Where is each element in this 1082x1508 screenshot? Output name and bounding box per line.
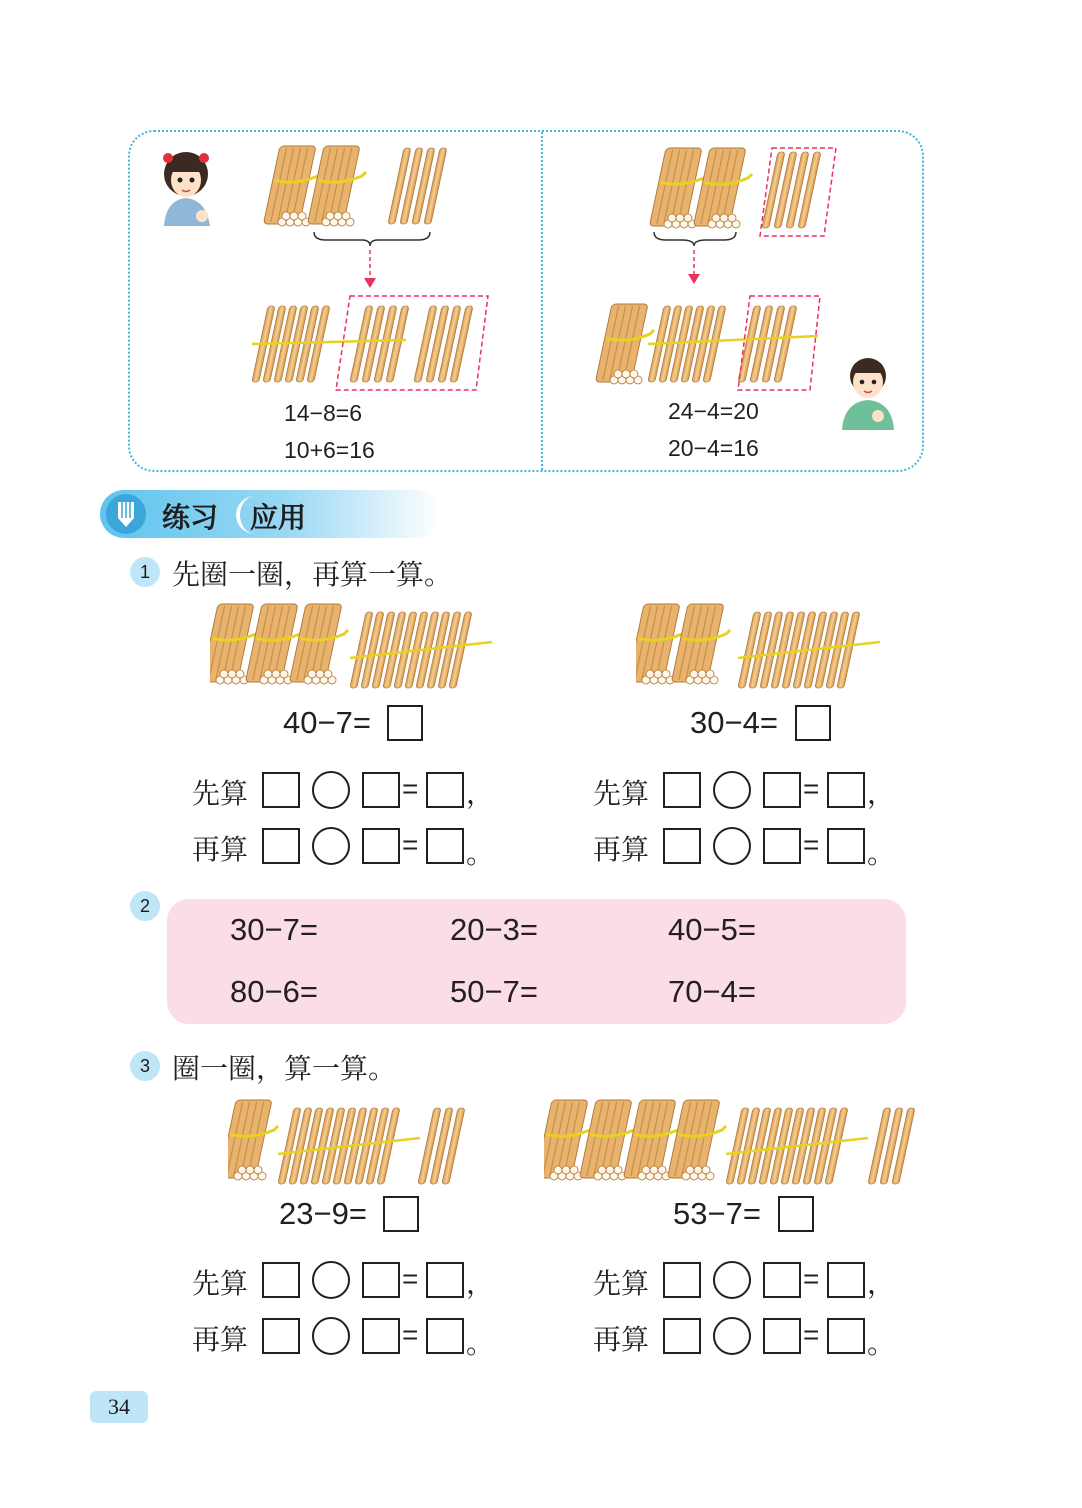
q2-item-2: 20−3= bbox=[450, 912, 538, 947]
q3-left-first-box-a[interactable] bbox=[262, 1262, 300, 1298]
q2-item-4: 80−6= bbox=[230, 974, 318, 1009]
q3-right-then-equals: = bbox=[803, 1319, 820, 1350]
q3-left-first-result[interactable] bbox=[426, 1262, 464, 1298]
q3-right-then-box-b[interactable] bbox=[763, 1318, 801, 1354]
q3-right-answer-box[interactable] bbox=[778, 1196, 814, 1232]
boy-icon bbox=[842, 358, 894, 430]
q1-left-equation: 40−7= bbox=[283, 705, 371, 740]
q3-left-first-comma: ， bbox=[466, 1267, 495, 1300]
page-number: 34 bbox=[90, 1391, 148, 1423]
q1-right-sticks bbox=[636, 600, 906, 692]
q1-left-first-box-a[interactable] bbox=[262, 772, 300, 808]
q3-right-then-result[interactable] bbox=[827, 1318, 865, 1354]
q1-right-first-box-a[interactable] bbox=[663, 772, 701, 808]
example-right-eq2: 20−4=16 bbox=[668, 435, 759, 461]
girl-icon bbox=[163, 152, 210, 226]
q1-left-answer-box[interactable] bbox=[387, 705, 423, 741]
q1-right-then-label: 再算 bbox=[593, 833, 650, 866]
q3-right-first-equals: = bbox=[803, 1263, 820, 1294]
q1-right-first-label: 先算 bbox=[593, 777, 650, 810]
q3-left-first-operator[interactable] bbox=[312, 1261, 350, 1299]
q3-left-sticks bbox=[228, 1096, 478, 1188]
q1-right-then-result[interactable] bbox=[827, 828, 865, 864]
q1-left-then-box-a[interactable] bbox=[262, 828, 300, 864]
q1-left-first-result[interactable] bbox=[426, 772, 464, 808]
q3-left-first-equals: = bbox=[402, 1263, 419, 1294]
q1-left-then-result[interactable] bbox=[426, 828, 464, 864]
q1-left-first-equals: = bbox=[402, 773, 419, 804]
question-3-number: 3 bbox=[130, 1051, 160, 1081]
q3-left-first-label: 先算 bbox=[192, 1267, 249, 1300]
q2-item-5: 50−7= bbox=[450, 974, 538, 1009]
q2-item-1: 30−7= bbox=[230, 912, 318, 947]
example-right-eq1: 24−4=20 bbox=[668, 398, 759, 424]
example-left-eq1: 14−8=6 bbox=[284, 400, 363, 426]
q3-left-answer-box[interactable] bbox=[383, 1196, 419, 1232]
q1-right-first-box-b[interactable] bbox=[763, 772, 801, 808]
q3-left-first-box-b[interactable] bbox=[362, 1262, 400, 1298]
q3-right-then-period: 。 bbox=[867, 1327, 896, 1360]
q3-right-first-box-b[interactable] bbox=[763, 1262, 801, 1298]
q1-right-first-equals: = bbox=[803, 773, 820, 804]
q3-left-then-box-b[interactable] bbox=[362, 1318, 400, 1354]
q1-right-then-equals: = bbox=[803, 829, 820, 860]
q1-left-then-operator[interactable] bbox=[312, 827, 350, 865]
question-1-instruction: 先圈一圈，再算一算。 bbox=[172, 558, 453, 591]
question-2-number: 2 bbox=[130, 891, 160, 921]
q1-right-then-box-b[interactable] bbox=[763, 828, 801, 864]
q3-right-then-operator[interactable] bbox=[713, 1317, 751, 1355]
q3-right-first-box-a[interactable] bbox=[663, 1262, 701, 1298]
q3-right-then-label: 再算 bbox=[593, 1323, 650, 1356]
q3-right-equation: 53−7= bbox=[673, 1196, 761, 1231]
pencil-icon bbox=[106, 494, 146, 534]
q1-right-then-operator[interactable] bbox=[713, 827, 751, 865]
q3-left-then-period: 。 bbox=[466, 1327, 495, 1360]
q1-left-first-comma: ， bbox=[466, 777, 495, 810]
example-right-illustration bbox=[560, 140, 910, 440]
q1-left-first-box-b[interactable] bbox=[362, 772, 400, 808]
q2-item-3: 40−5= bbox=[668, 912, 756, 947]
q1-right-first-comma: ， bbox=[867, 777, 896, 810]
q1-right-then-box-a[interactable] bbox=[663, 828, 701, 864]
q1-left-then-label: 再算 bbox=[192, 833, 249, 866]
q3-right-first-label: 先算 bbox=[593, 1267, 650, 1300]
example-left-illustration bbox=[150, 140, 540, 410]
q1-left-first-operator[interactable] bbox=[312, 771, 350, 809]
example-divider bbox=[541, 132, 543, 470]
q3-right-first-operator[interactable] bbox=[713, 1261, 751, 1299]
q1-left-first-label: 先算 bbox=[192, 777, 249, 810]
q1-left-then-period: 。 bbox=[466, 837, 495, 870]
q1-right-first-operator[interactable] bbox=[713, 771, 751, 809]
q1-right-equation: 30−4= bbox=[690, 705, 778, 740]
q1-left-then-equals: = bbox=[402, 829, 419, 860]
q1-left-sticks bbox=[210, 600, 510, 692]
section-label-practice: 练习 bbox=[162, 501, 219, 534]
q3-left-then-operator[interactable] bbox=[312, 1317, 350, 1355]
q3-right-first-comma: ， bbox=[867, 1267, 896, 1300]
question-3-instruction: 圈一圈，算一算。 bbox=[172, 1052, 397, 1085]
q1-right-answer-box[interactable] bbox=[795, 705, 831, 741]
question-1-number: 1 bbox=[130, 557, 160, 587]
section-label-apply: 应用 bbox=[250, 501, 307, 534]
q3-left-then-box-a[interactable] bbox=[262, 1318, 300, 1354]
example-left-eq2: 10+6=16 bbox=[284, 437, 375, 463]
q3-left-then-result[interactable] bbox=[426, 1318, 464, 1354]
q1-left-then-box-b[interactable] bbox=[362, 828, 400, 864]
q1-right-then-period: 。 bbox=[867, 837, 896, 870]
q1-right-first-result[interactable] bbox=[827, 772, 865, 808]
q3-right-first-result[interactable] bbox=[827, 1262, 865, 1298]
q3-left-equation: 23−9= bbox=[279, 1196, 367, 1231]
q3-left-then-equals: = bbox=[402, 1319, 419, 1350]
q3-right-sticks bbox=[544, 1096, 920, 1188]
q3-left-then-label: 再算 bbox=[192, 1323, 249, 1356]
q2-item-6: 70−4= bbox=[668, 974, 756, 1009]
q3-right-then-box-a[interactable] bbox=[663, 1318, 701, 1354]
